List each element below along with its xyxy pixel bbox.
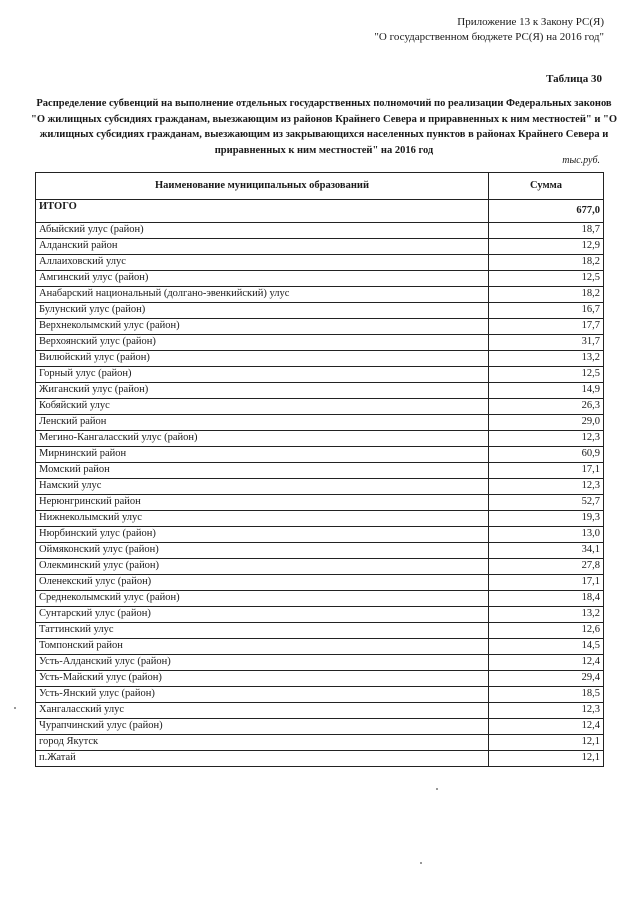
municipality-name: Нюрбинский улус (район): [36, 527, 489, 543]
table-row: [36, 495, 604, 511]
table-row: [36, 703, 604, 719]
amount-value: 14,5: [489, 639, 604, 655]
table-row: [36, 719, 604, 735]
scan-speck: [420, 862, 422, 864]
total-label: ИТОГО: [36, 200, 489, 223]
municipality-name: Чурапчинский улус (район): [36, 719, 489, 735]
table-row: [36, 319, 604, 335]
law-reference: [374, 15, 604, 45]
amount-value: 12,1: [489, 735, 604, 751]
amount-value: 12,3: [489, 431, 604, 447]
amount-value: 16,7: [489, 303, 604, 319]
table-row: [36, 255, 604, 271]
amount-value: 13,2: [489, 607, 604, 623]
municipality-name: Олекминский улус (район): [36, 559, 489, 575]
table-row: [36, 575, 604, 591]
municipality-name: Ленский район: [36, 415, 489, 431]
municipality-name: Хангаласский улус: [36, 703, 489, 719]
amount-value: 12,6: [489, 623, 604, 639]
table-row: [36, 415, 604, 431]
table-row: [36, 287, 604, 303]
municipality-name: Горный улус (район): [36, 367, 489, 383]
municipality-name: Нижнеколымский улус: [36, 511, 489, 527]
municipality-name: Булунский улус (район): [36, 303, 489, 319]
municipality-name: Кобяйский улус: [36, 399, 489, 415]
amount-value: 18,2: [489, 287, 604, 303]
table-row: [36, 271, 604, 287]
table-row: [36, 447, 604, 463]
municipality-name: Усть-Алданский улус (район): [36, 655, 489, 671]
amount-value: 12,9: [489, 239, 604, 255]
table-row: [36, 639, 604, 655]
table-row: [36, 335, 604, 351]
document-title: Распределение субвенций на выполнение отдельных государственных полномочий по реализации Федеральных законов "О жилищных субсидиях гражданам, выезжающим из районов Крайнего Севера и приравненных к ним местностей" и "О жилищных субсидиях гражданам, выезжающим из закрывающихся населенных пунктов в районах Крайнего Севера и приравненных к ним местностей" на 2016 год: [31, 98, 617, 156]
municipality-name: Амгинский улус (район): [36, 271, 489, 287]
amount-value: 14,9: [489, 383, 604, 399]
amount-value: 13,0: [489, 527, 604, 543]
amount-value: 12,5: [489, 367, 604, 383]
table-row: [36, 671, 604, 687]
table-row: [36, 527, 604, 543]
municipality-name: Верхнеколымский улус (район): [36, 319, 489, 335]
amount-value: 29,0: [489, 415, 604, 431]
table-row: [36, 591, 604, 607]
table-row: [36, 607, 604, 623]
amount-value: 52,7: [489, 495, 604, 511]
law-reference-line1: Приложение 13 к Закону РС(Я): [457, 16, 604, 28]
amount-value: 12,5: [489, 271, 604, 287]
units-label: тыс.руб.: [562, 155, 600, 166]
amount-value: 19,3: [489, 511, 604, 527]
municipality-name: Абыйский улус (район): [36, 223, 489, 239]
amount-value: 12,3: [489, 479, 604, 495]
municipality-name: Аллаиховский улус: [36, 255, 489, 271]
amount-value: 13,2: [489, 351, 604, 367]
amount-value: 18,7: [489, 223, 604, 239]
municipality-name: Верхоянский улус (район): [36, 335, 489, 351]
subsidy-table: [35, 172, 604, 767]
amount-value: 29,4: [489, 671, 604, 687]
municipality-name: Усть-Янский улус (район): [36, 687, 489, 703]
amount-value: 18,2: [489, 255, 604, 271]
table-row: [36, 303, 604, 319]
amount-value: 17,7: [489, 319, 604, 335]
municipality-name: Нерюнгринский район: [36, 495, 489, 511]
amount-value: 12,4: [489, 719, 604, 735]
amount-value: 12,1: [489, 751, 604, 767]
amount-value: 27,8: [489, 559, 604, 575]
municipality-name: Сунтарский улус (район): [36, 607, 489, 623]
municipality-name: Мирнинский район: [36, 447, 489, 463]
amount-value: 18,5: [489, 687, 604, 703]
municipality-name: Анабарский национальный (долгано-эвенкийский) улус: [36, 287, 489, 303]
table-row: [36, 431, 604, 447]
municipality-name: Усть-Майский улус (район): [36, 671, 489, 687]
amount-value: 60,9: [489, 447, 604, 463]
table-row: [36, 543, 604, 559]
amount-value: 18,4: [489, 591, 604, 607]
scan-speck: [436, 788, 438, 790]
table-row: [36, 463, 604, 479]
amount-value: 17,1: [489, 575, 604, 591]
table-row: [36, 479, 604, 495]
total-value: 677,0: [489, 200, 604, 223]
amount-value: 12,3: [489, 703, 604, 719]
amount-value: 26,3: [489, 399, 604, 415]
scan-speck: [14, 707, 16, 709]
table-row: [36, 559, 604, 575]
municipality-name: Алданский район: [36, 239, 489, 255]
table-row: [36, 351, 604, 367]
table-row: [36, 239, 604, 255]
table-row: [36, 687, 604, 703]
amount-value: 31,7: [489, 335, 604, 351]
municipality-name: п.Жатай: [36, 751, 489, 767]
municipality-name: Таттинский улус: [36, 623, 489, 639]
municipality-name: Оленекский улус (район): [36, 575, 489, 591]
total-row: [36, 200, 604, 223]
table-number: Таблица 30: [546, 73, 602, 85]
municipality-name: Среднеколымский улус (район): [36, 591, 489, 607]
municipality-name: Оймяконский улус (район): [36, 543, 489, 559]
amount-value: 34,1: [489, 543, 604, 559]
table-row: [36, 735, 604, 751]
table-row: [36, 367, 604, 383]
municipality-name: Мегино-Кангаласский улус (район): [36, 431, 489, 447]
table-row: [36, 511, 604, 527]
table-row: [36, 383, 604, 399]
column-header-sum: Сумма: [489, 173, 604, 200]
municipality-name: Жиганский улус (район): [36, 383, 489, 399]
table-row: [36, 751, 604, 767]
column-header-name: Наименование муниципальных образований: [36, 173, 489, 200]
table-header-row: [36, 173, 604, 200]
amount-value: 17,1: [489, 463, 604, 479]
municipality-name: Момский район: [36, 463, 489, 479]
municipality-name: Томпонский район: [36, 639, 489, 655]
law-reference-line2: "О государственном бюджете РС(Я) на 2016 год": [374, 31, 604, 43]
table-row: [36, 655, 604, 671]
table-row: [36, 399, 604, 415]
municipality-name: Намский улус: [36, 479, 489, 495]
table-row: [36, 623, 604, 639]
municipality-name: Вилюйский улус (район): [36, 351, 489, 367]
table-row: [36, 223, 604, 239]
amount-value: 12,4: [489, 655, 604, 671]
municipality-name: город Якутск: [36, 735, 489, 751]
